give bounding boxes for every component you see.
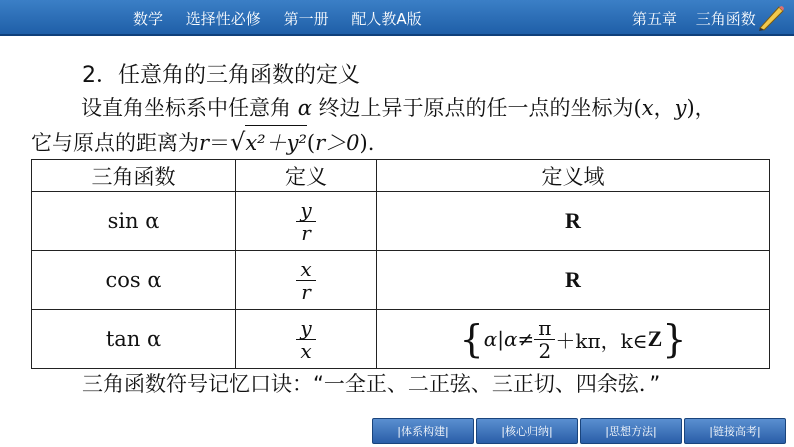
- fraction: $\frac{y}{x}$: [296, 317, 315, 362]
- fraction: $\frac{y}{r}$: [296, 199, 315, 244]
- nav-thinking-methods-button[interactable]: |思想方法|: [580, 418, 682, 444]
- domain-cell: R: [377, 251, 770, 310]
- book-volume: 第一册: [283, 10, 329, 28]
- function-cell: sin α: [32, 192, 236, 251]
- chapter-number: 第五章: [632, 10, 678, 28]
- nav-system-structure-button[interactable]: |体系构建|: [372, 418, 474, 444]
- mnemonic-note: 三角函数符号记忆口诀：“一全正、二正弦、三正切、四余弦．”: [82, 372, 661, 396]
- table-row: [32, 192, 770, 251]
- fraction: $\frac{x}{r}$: [296, 258, 315, 303]
- domain-cell: R: [377, 192, 770, 251]
- sqrt-sign: √: [230, 128, 246, 156]
- sqrt-expression: x²＋y²: [245, 125, 307, 160]
- column-header-function: 三角函数: [32, 160, 236, 192]
- pi-over-two: $\frac{\pi}{2}$: [534, 317, 555, 362]
- book-edition: 配人教A版: [351, 10, 422, 28]
- nav-core-summary-button[interactable]: |核心归纳|: [476, 418, 578, 444]
- bottom-navigation: [372, 418, 788, 444]
- chapter-name: 三角函数: [695, 10, 756, 28]
- book-title: [133, 8, 440, 29]
- table-row: [32, 251, 770, 310]
- nav-exam-link-button[interactable]: |链接高考|: [684, 418, 786, 444]
- domain-set-expression: { α|α≠ $\frac{\pi}{2}$ ＋kπ，k∈ Z }: [459, 315, 687, 363]
- header-bar: [0, 0, 794, 36]
- column-header-domain: 定义域: [377, 160, 770, 192]
- chapter-title: [632, 8, 756, 29]
- column-header-definition: 定义: [236, 160, 377, 192]
- table-row: [32, 310, 770, 369]
- paragraph-line-1: 设直角坐标系中任意角 α 终边上异于原点的任一点的坐标为(x，y)，: [81, 96, 716, 120]
- definition-cell: [236, 310, 377, 369]
- paragraph-line-2: 它与原点的距离为r＝√x²＋y²(r＞0).: [31, 125, 781, 160]
- pencil-icon: [756, 4, 786, 32]
- definition-cell: [236, 251, 377, 310]
- section-title: 2．任意角的三角函数的定义: [82, 63, 360, 88]
- domain-cell: [377, 310, 770, 369]
- table-header-row: [32, 160, 770, 192]
- definition-cell: [236, 192, 377, 251]
- book-subject: 数学: [133, 10, 164, 28]
- definition-paragraph: [31, 92, 781, 160]
- trig-definition-table: [31, 159, 770, 369]
- book-volume-type: 选择性必修: [185, 10, 261, 28]
- function-cell: tan α: [32, 310, 236, 369]
- function-cell: cos α: [32, 251, 236, 310]
